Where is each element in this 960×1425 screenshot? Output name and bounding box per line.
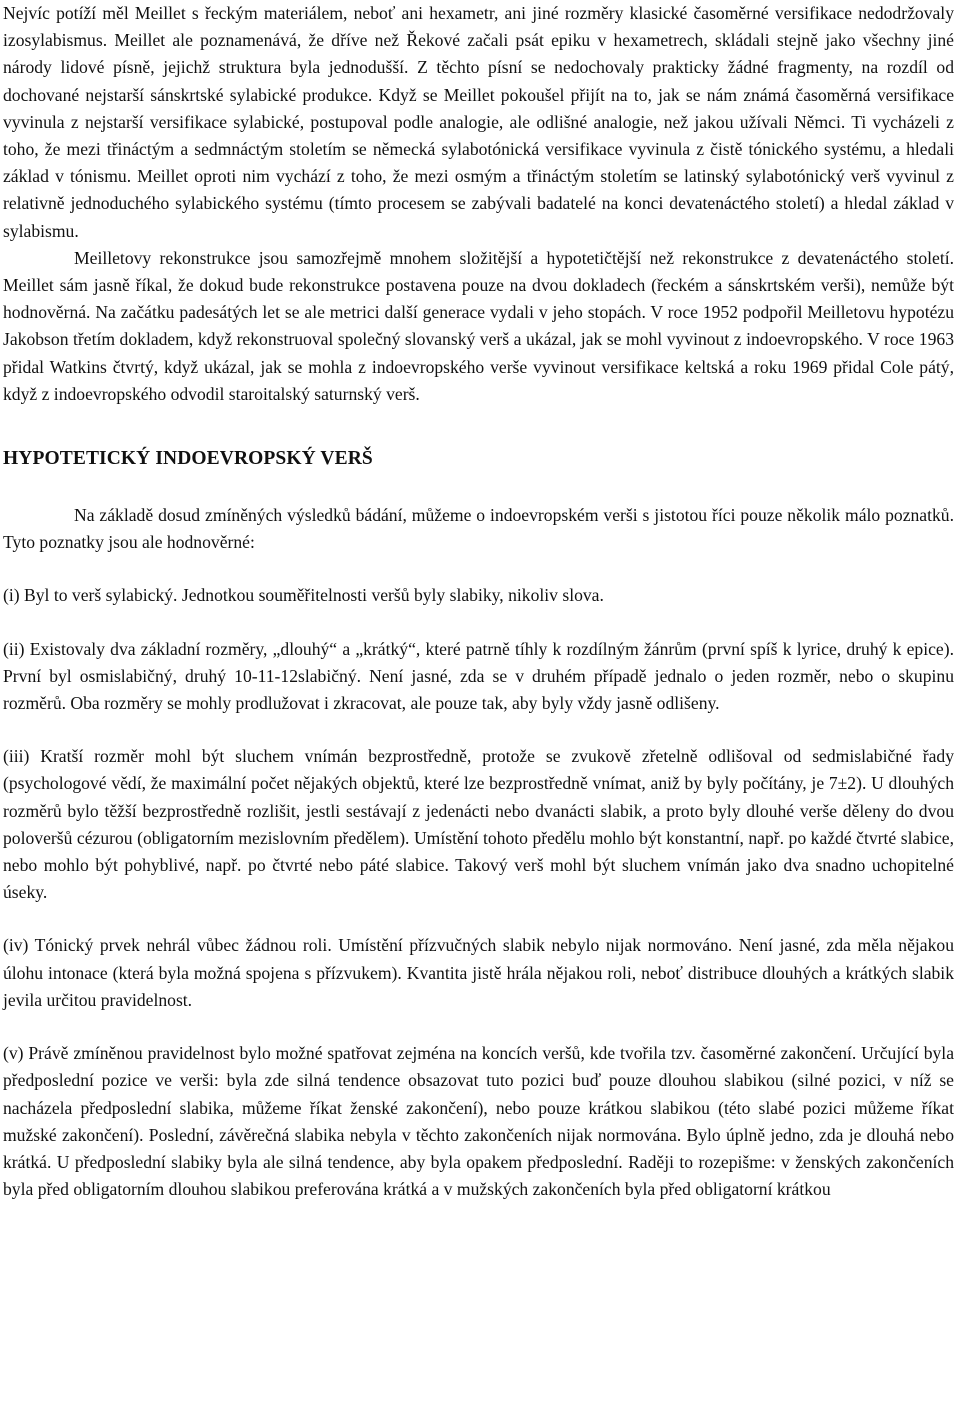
paragraph-meillet-reconstructions: Meilletovy rekonstrukce jsou samozřejmě mnohem složitější a hypotetičtější než rekonstrukce z devatenáctého století. Meillet sám jasně říkal, že dokud bude rekonstrukce postavena pouze na dvou dokladech (řeckém a sánskrtském verši), nemůže být hodnověrná. Na začátku padesátých let se ale metrici další generace vydali v jeho stopách. V roce 1952 podpořil Meilletovu hypotézu Jakobson třetím dokladem, když rekonstruoval společný slovanský verš a ukázal, jak se mohl vyvinout z indoevropského. V roce 1963 přidal Watkins čtvrtý, když ukázal, jak se mohla z indoevropského verše vyvinout versifikace keltská a roku 1969 přidal Cole pátý, když z indoevropského odvodil staroitalský saturnský verš.: [3, 247, 954, 404]
paragraph-meillet-greek: Nejvíc potíží měl Meillet s řeckým materiálem, neboť ani hexametr, ani jiné rozměry klasické časoměrné versifikace nedodržovaly izosylabismus. Meillet ale poznamenává, že dříve než Řekové začali psát epiku v hexametrech, skládali stejně jako všechny jiné národy lidové písně, jejichž struktura byla jednodušší. Z těchto písní se nedochovaly prakticky žádné fragmenty, na rozdíl od dochované nejstarší sánskrtské sylabické produkce. Když se Meillet pokoušel přijít na to, jak se nám známá časoměrná versifikace vyvinula z nejstarší versifikace sylabické, postupoval podle analogie, ale odlišné analogie, než jakou užívali Němci. Ti vycházeli z toho, že mezi třináctým a sedmnáctým stoletím se německá sylabotónická versifikace vyvinula z čistě tónického systému, a hledali základ v tónismu. Meillet oproti nim vychází z toho, že mezi osmým a třináctým stoletím se latinský sylabotónický verš vyvinul z relativně jednoduchého sylabického systému (tímto procesem se zabývali badatelé na konci devatenáctého století) a hledal základ v sylabismu.: [3, 3, 954, 241]
point-iii: (iii) Kratší rozměr mohl být sluchem vnímán bezprostředně, protože se zvukově zřetelně odlišoval od sedmislabičné řady (psychologové vědí, že maximální počet nějakých objektů, které lze bezprostředně vnímat, aniž by byly počítány, je 7±2). U dlouhých rozměrů bylo těžší bezprostředně rozlišit, jestli sestávají z jedenácti nebo dvanácti slabik, a proto byly dlouhé verše děleny do dvou poloveršů cézurou (obligatorním mezislovním předělem). Umístění tohoto předělu mohlo být konstantní, např. po každé čtvrté slabice, nebo mohlo být pohyblivé, např. po čtvrté nebo páté slabice. Takový verš mohl být sluchem vnímán jako dva snadno uchopitelné úseky.: [3, 746, 954, 903]
point-v: (v) Právě zmíněnou pravidelnost bylo možné spatřovat zejména na koncích veršů, kde tvořila tzv. časoměrné zakončení. Určující byla předposlední pozice ve verši: byla zde silná tendence obsazovat tuto pozici buď pouze dlouhou slabikou (silné pozici, v níž se nacházela předposlední slabika, můžeme říkat ženské zakončení), nebo pouze krátkou slabikou (této slabé pozici můžeme říkat mužské zakončení). Poslední, závěrečná slabika nebyla v těchto zakončeních nijak normována. Bylo úplně jedno, zda je dlouhá nebo krátká. U předposlední slabiky byla ale silná tendence, aby byla opakem předposlední. Raději to rozepišme: v ženských zakončeních byla před obligatorním dlouhou slabikou preferována krátká a v mužských zakončeních byla před obligatorní krátkou: [3, 1043, 954, 1200]
point-iv: (iv) Tónický prvek nehrál vůbec žádnou roli. Umístění přízvučných slabik nebylo nijak normováno. Není jasné, zda měla nějakou úlohu intonace (která byla možná spojena s přízvukem). Kvantita jistě hrála nějakou roli, neboť distribuce dlouhých a krátkých slabik jevila určitou pravidelnost.: [3, 935, 954, 1010]
point-i: (i) Byl to verš sylabický. Jednotkou souměřitelnosti veršů byly slabiky, nikoliv slova.: [3, 585, 604, 606]
section-heading: HYPOTETICKÝ INDOEVROPSKÝ VERŠ: [3, 448, 373, 470]
section-intro: Na základě dosud zmíněných výsledků bádání, můžeme o indoevropském verši s jistotou říci pouze několik málo poznatků. Tyto poznatky jsou ale hodnověrné:: [3, 505, 954, 553]
point-ii: (ii) Existovaly dva základní rozměry, „dlouhý“ a „krátký“, které patrně tíhly k rozdílným žánrům (první spíš k lyrice, druhý k epice). První byl osmislabičný, druhý 10-11-12slabičný. Není jasné, zda se v druhém případě jednalo o jeden rozměr, nebo o skupinu rozměrů. Oba rozměry se mohly prodlužovat i zkracovat, ale pouze tak, aby byly vždy jasně odlišeny.: [3, 638, 954, 714]
